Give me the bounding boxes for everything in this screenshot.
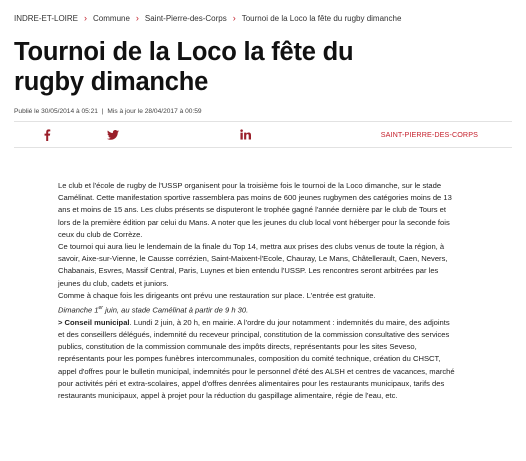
breadcrumb-link-city[interactable]: Saint-Pierre-des-Corps — [144, 13, 227, 23]
share-facebook-button[interactable] — [14, 122, 80, 147]
google-plus-icon — [173, 131, 185, 139]
linkedin-icon — [240, 129, 251, 140]
breadcrumb — [14, 11, 401, 25]
council-label: > Conseil municipal — [58, 317, 130, 327]
share-google-plus-button[interactable] — [146, 122, 212, 147]
event-date-suffix: juin, au stade Camélinat à partir de 9 h 30. — [105, 305, 249, 315]
article-paragraph: Ce tournoi qui aura lieu le lendemain de la finale du Top 14, mettra aux prises des clubs venus de toute la région, à savoir, Aixe-sur-Vienne, le Causse corrézien, Saint-Maixent-l'Ecole, Chauray, Le Mans, Châtellerault, Caen, Nevers, Chabanais, Esvres, Massif Central, Paris, Luynes et bien entendu l'USSP. Les rencontres seront arbitrées par les jeunes du club, cadets et juniors. — [58, 242, 448, 288]
share-linkedin-button[interactable] — [212, 122, 278, 147]
breadcrumb-link-department[interactable]: INDRE-ET-LOIRE — [14, 13, 79, 23]
chevron-right-icon: › — [135, 12, 139, 23]
date-divider: | — [99, 108, 106, 115]
event-date-prefix: Dimanche 1 — [58, 305, 99, 315]
breadcrumb-current: Tournoi de la Loco la fête du rugby dimanche — [241, 13, 402, 23]
breadcrumb-link-commune[interactable]: Commune — [93, 13, 130, 23]
event-date-sup: er — [98, 305, 103, 312]
share-bar — [14, 121, 512, 148]
council-text: . Lundi 2 juin, à 20 h, en mairie. A l'ordre du jour notamment : indemnités du maire, des adjoints et des conseillers délégués, indemnité du receveur principal, constitution de la commission consultative des services publics, constitution de la commission communale des impôts directs, représentants pour les sites Seveso, représentants pour les pompes funèbres intercommunales, composition du comité technique, création du CHSCT, appel d'offres pour le bulletin municipal, indemnités pour le personnel d'été des ALSH et centres de vacances, marché pour activités péri et extra-scolaires, appel d'offres denrées alimentaires pour les restaurants municipaux, tarifs des restaurants municipaux, appel à projet pour la réduction du gaspillage alimentaire, régie de l'eau, etc. — [58, 317, 455, 400]
page-title: Tournoi de la Loco la fête du rugby dimanche — [14, 38, 354, 96]
article-dates — [14, 108, 202, 115]
council-paragraph — [58, 317, 456, 402]
share-twitter-button[interactable] — [80, 122, 146, 147]
article-body — [58, 180, 456, 402]
twitter-icon — [107, 130, 119, 140]
chevron-right-icon: › — [232, 12, 236, 23]
updated-date: Mis à jour le 28/04/2017 à 00:59 — [107, 108, 202, 115]
city-tag-link[interactable]: SAINT-PIERRE-DES-CORPS — [380, 130, 478, 139]
article-paragraph: Le club et l'école de rugby de l'USSP organisent pour la troisième fois le tournoi de la Loco dimanche, sur le stade Camélinat. Cette manifestation sportive rassemblera pas moins de 600 jeunes rugbymen des catégories moins de 13 ans et moins de 15 ans. Les clubs présents se disputeront le trophée gagné l'année dernière par le club de Tours et lors de la première édition par celui du Mans. A noter que les jeunes du club local vont héberger pour la seconde fois ceux du club de Corrèze. — [58, 181, 452, 239]
article-paragraph: Comme à chaque fois les dirigeants ont prévu une restauration sur place. L'entrée est gratuite. — [58, 290, 376, 300]
facebook-icon — [43, 129, 51, 141]
event-date-line — [58, 302, 456, 317]
published-date: Publié le 30/05/2014 à 05:21 — [14, 108, 98, 115]
chevron-right-icon: › — [84, 12, 88, 23]
